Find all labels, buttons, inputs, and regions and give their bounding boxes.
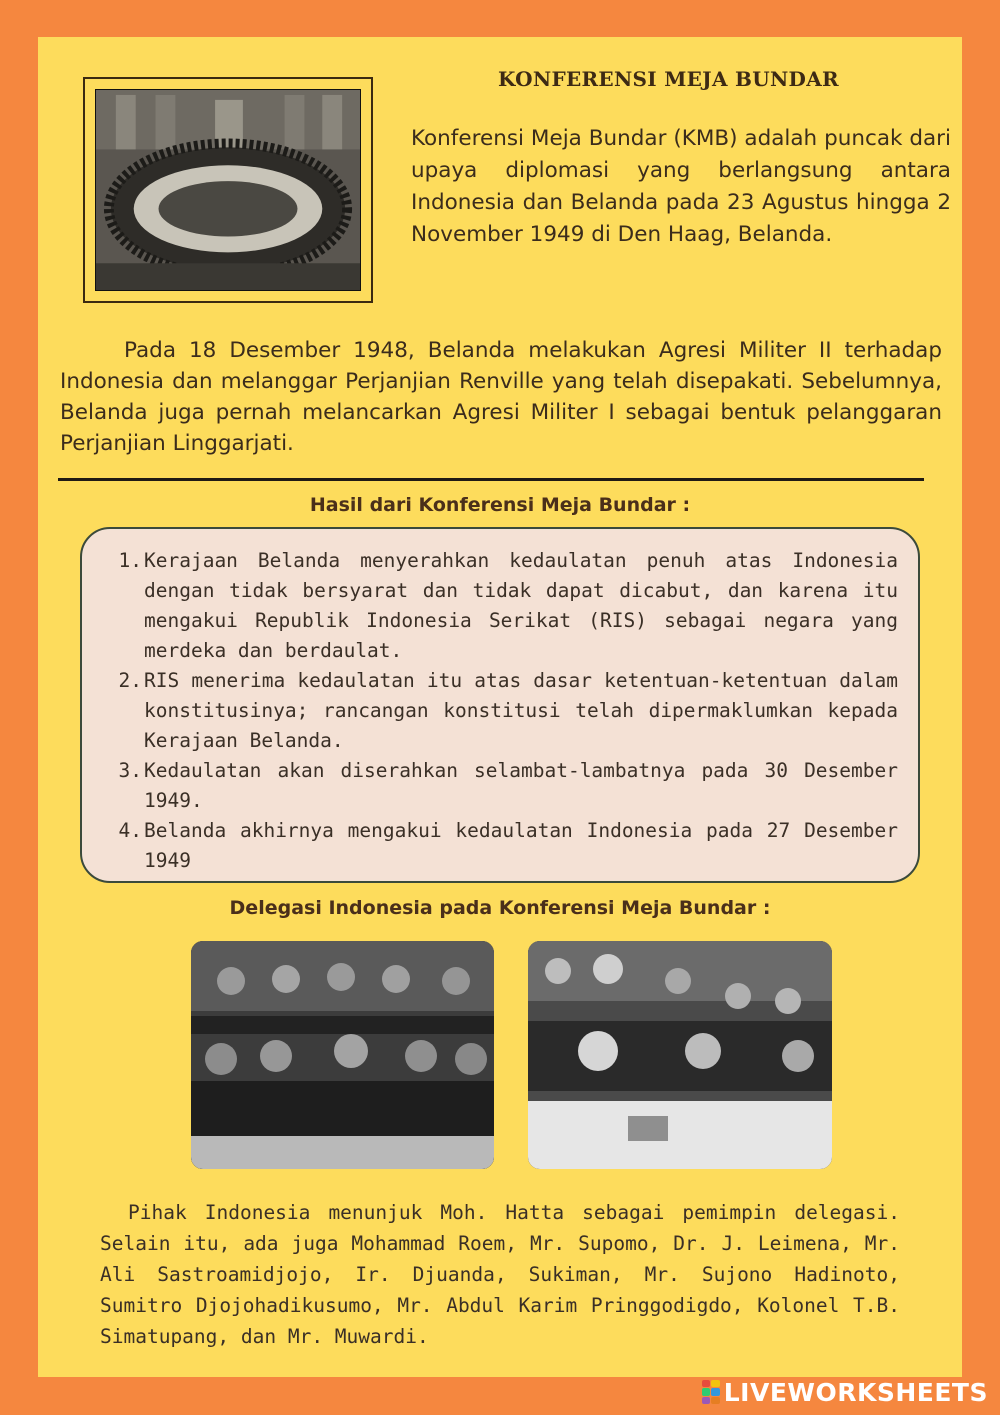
background-paragraph: Pada 18 Desember 1948, Belanda melakukan Agresi Militer II terhadap Indonesia dan melanggar Perjanjian Renville yang telah disepakati. Sebelumnya, Belanda juga pernah melancarkan Agresi Militer I sebagai bentuk pelanggaran Perjanjian Linggarjati. (60, 338, 942, 456)
brand-label: LIVEWORKSHEETS (723, 1377, 988, 1407)
list-number: 2. (118, 669, 142, 692)
list-number: 4. (118, 819, 142, 842)
delegation-paragraph: Pihak Indonesia menunjuk Moh. Hatta sebagai pemimpin delegasi. Selain itu, ada juga Mohammad Roem, Mr. Supomo, Dr. J. Leimena, Mr. Ali Sastroamidjojo, Ir. Djuanda, Sukiman, Mr. Sujono Hadinoto, Sumitro Djojohadikusumo, Mr. Abdul Karim Pringgodigdo, Kolonel T.B. Simatupang, dan Mr. Muwardi. (100, 1201, 900, 1348)
results-list (112, 546, 898, 876)
list-text: Kedaulatan akan diserahkan selambat-lambatnya pada 30 Desember 1949. (144, 759, 898, 812)
list-text: RIS menerima kedaulatan itu atas dasar ketentuan-ketentuan dalam konstitusinya; rancangan konstitusi telah dipermaklumkan kepada Kerajaan Belanda. (144, 669, 898, 752)
liveworksheets-logo-icon (702, 1380, 720, 1404)
list-text: Kerajaan Belanda menyerahkan kedaulatan penuh atas Indonesia dengan tidak bersyarat dan tidak dapat dicabut, dan karena itu mengakui Republik Indonesia Serikat (RIS) sebagai negara yang merdeka dan berdaulat. (144, 549, 898, 662)
list-item (112, 666, 898, 756)
delegation-heading: Delegasi Indonesia pada Konferensi Meja Bundar : (229, 897, 771, 919)
list-item (112, 756, 898, 816)
list-number: 1. (118, 549, 142, 572)
conference-room-photo (95, 89, 361, 291)
delegation-photo-left (191, 941, 494, 1169)
worksheet-page (38, 37, 962, 1377)
section-divider (58, 478, 924, 481)
results-box (80, 527, 920, 883)
list-text: Belanda akhirnya mengakui kedaulatan Indonesia pada 27 Desember 1949 (144, 819, 898, 872)
conference-photo-frame (83, 77, 373, 303)
delegation-photo-right (528, 941, 832, 1169)
list-item (112, 816, 898, 876)
list-item (112, 546, 898, 666)
intro-paragraph: Konferensi Meja Bundar (KMB) adalah puncak dari upaya diplomasi yang berlangsung antara Indonesia dan Belanda pada 23 Agustus hingga 2 November 1949 di Den Haag, Belanda. (411, 126, 951, 247)
results-heading: Hasil dari Konferensi Meja Bundar : (309, 494, 691, 516)
list-number: 3. (118, 759, 142, 782)
liveworksheets-brand[interactable] (702, 1376, 988, 1408)
page-title: KONFERENSI MEJA BUNDAR (498, 67, 839, 91)
